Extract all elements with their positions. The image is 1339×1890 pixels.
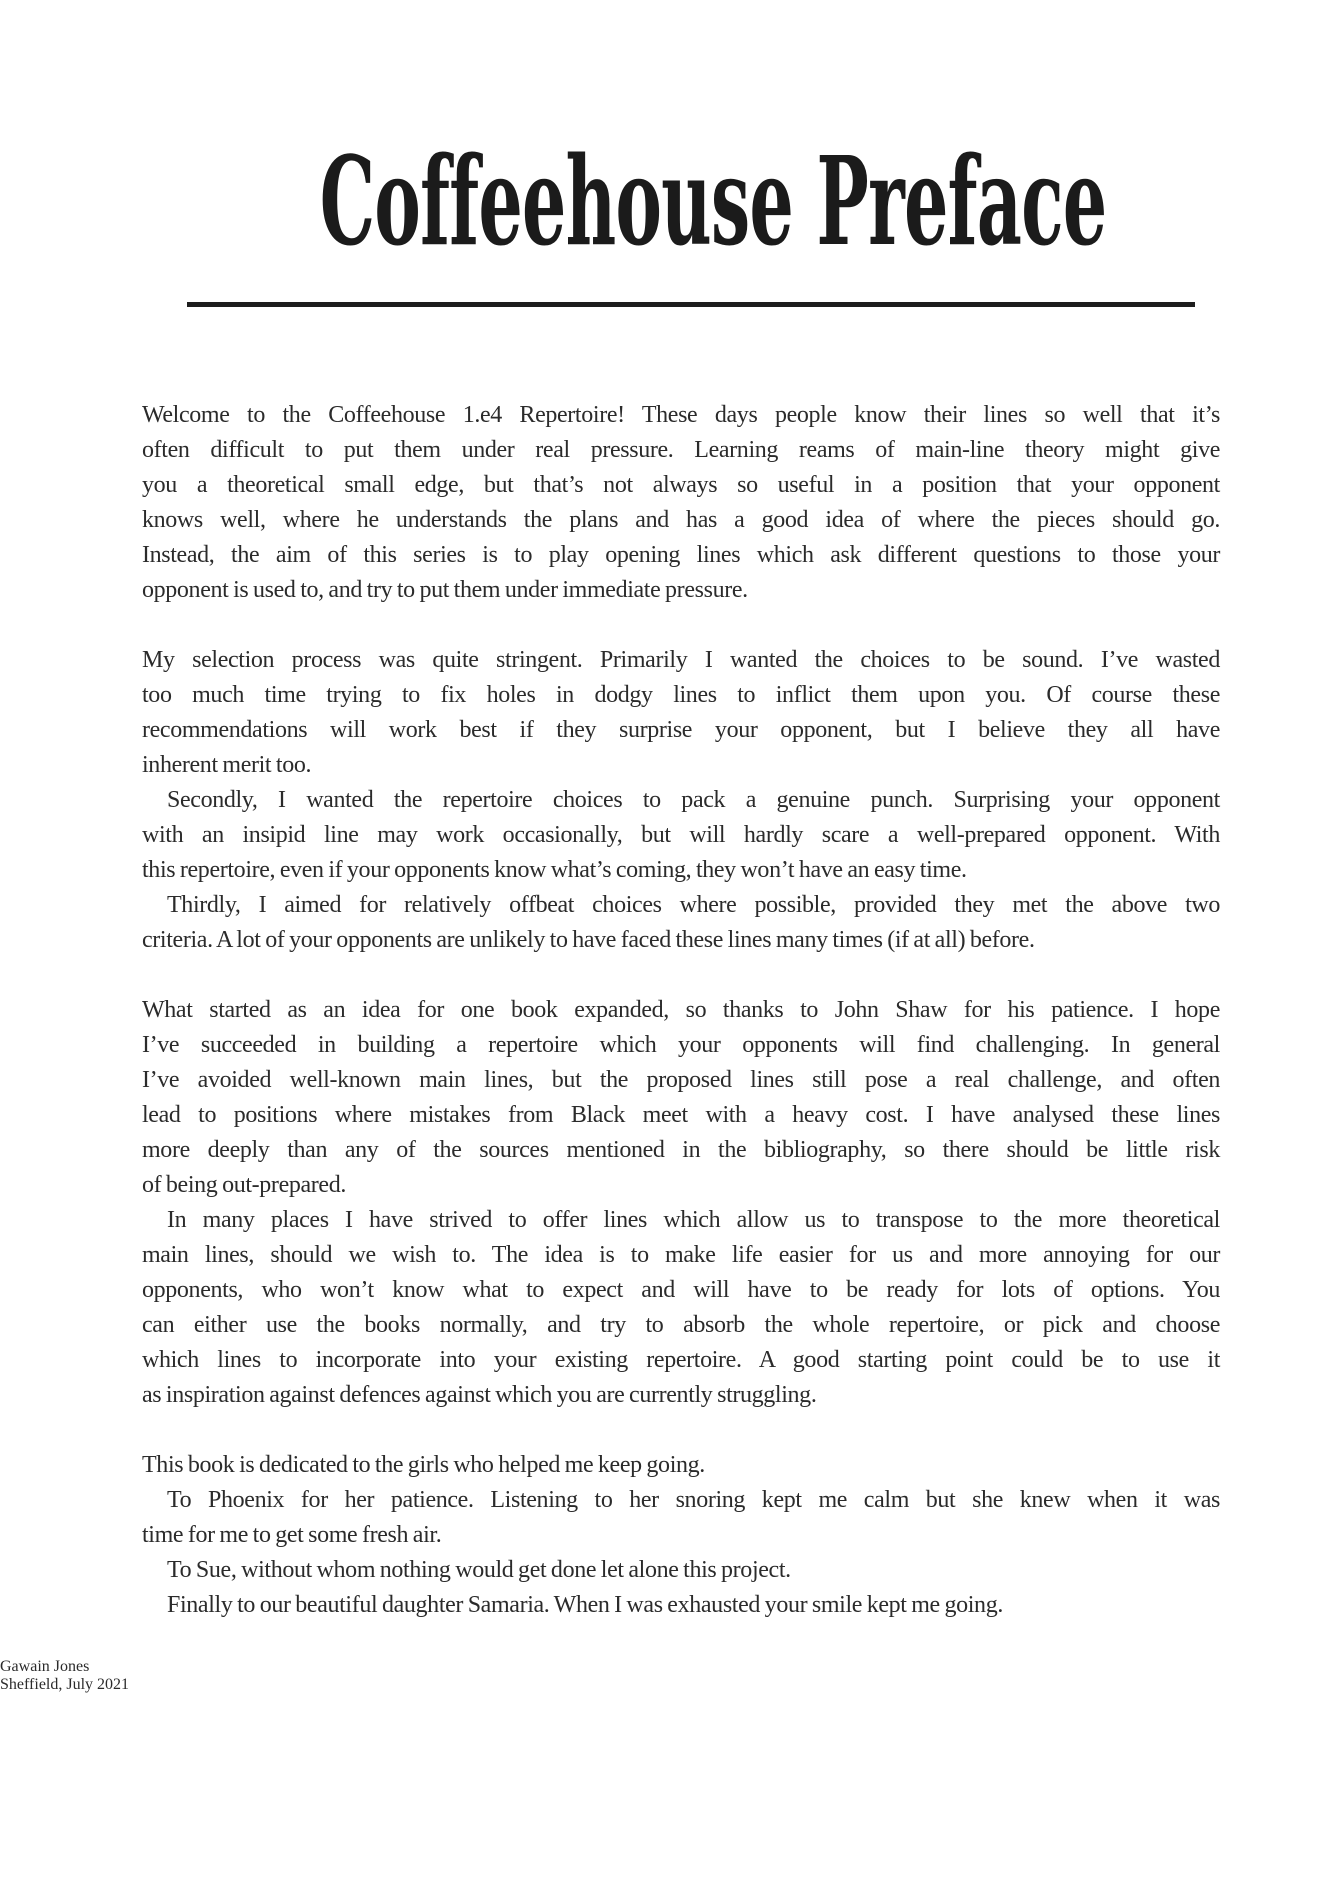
paragraph-dedication-intro xyxy=(142,1448,1220,1483)
text-line: inherent merit too. xyxy=(142,752,312,778)
author-name: Gawain Jones xyxy=(0,1658,90,1675)
text-line: often difficult to put them under real pressure. Learning reams of main-line theory might give xyxy=(142,437,1220,463)
text-line: To Phoenix for her patience. Listening to her snoring kept me calm but she knew when it was xyxy=(167,1487,1220,1513)
text-line: knows well, where he understands the plans and has a good idea of where the pieces should go. xyxy=(142,507,1220,533)
preface-body xyxy=(142,398,1220,1623)
paragraph-selection-offbeat xyxy=(142,888,1220,958)
text-line: recommendations will work best if they surprise your opponent, but I believe they all have xyxy=(142,717,1220,743)
text-line: main lines, should we wish to. The idea is to make life easier for us and more annoying for our xyxy=(142,1242,1220,1268)
paragraph-selection-punch xyxy=(142,783,1220,888)
text-line: Thirdly, I aimed for relatively offbeat choices where possible, provided they met the above two xyxy=(167,892,1220,918)
page-title xyxy=(0,129,1339,273)
paragraph-dedication-phoenix xyxy=(142,1483,1220,1553)
paragraph-thanks-and-scope xyxy=(142,993,1220,1203)
text-line: My selection process was quite stringent. Primarily I wanted the choices to be sound. I’ve wasted xyxy=(142,647,1220,673)
text-line: criteria. A lot of your opponents are unlikely to have faced these lines many times (if at all) before. xyxy=(142,927,1035,953)
paragraph-selection-sound xyxy=(142,643,1220,783)
text-line: Finally to our beautiful daughter Samaria. When I was exhausted your smile kept me going. xyxy=(167,1592,1003,1618)
signature-place-date: Sheffield, July 2021 xyxy=(0,1676,130,1693)
text-line: This book is dedicated to the girls who helped me keep going. xyxy=(142,1452,705,1478)
paragraph-dedication-sue xyxy=(142,1553,1220,1588)
text-line: more deeply than any of the sources mentioned in the bibliography, so there should be little risk xyxy=(142,1137,1220,1163)
text-line: I’ve avoided well-known main lines, but the proposed lines still pose a real challenge, and often xyxy=(142,1067,1220,1093)
text-line: What started as an idea for one book expanded, so thanks to John Shaw for his patience. I hope xyxy=(142,997,1220,1023)
text-line: with an insipid line may work occasionally, but will hardly scare a well-prepared opponent. With xyxy=(142,822,1220,848)
text-line: as inspiration against defences against which you are currently struggling. xyxy=(142,1382,817,1408)
text-line: this repertoire, even if your opponents know what’s coming, they won’t have an easy time. xyxy=(142,857,967,883)
paragraph-dedication-samaria xyxy=(142,1588,1220,1623)
text-line: lead to positions where mistakes from Black meet with a heavy cost. I have analysed these lines xyxy=(142,1102,1220,1128)
text-line: Secondly, I wanted the repertoire choices to pack a genuine punch. Surprising your opponent xyxy=(167,787,1220,813)
text-line: which lines to incorporate into your existing repertoire. A good starting point could be to use it xyxy=(142,1347,1220,1373)
text-line: To Sue, without whom nothing would get done let alone this project. xyxy=(167,1557,791,1583)
page-title-text: Coffeehouse Preface xyxy=(319,129,1107,273)
text-line: of being out-prepared. xyxy=(142,1172,346,1198)
title-divider-rule xyxy=(187,302,1195,307)
paragraph-transpositions xyxy=(142,1203,1220,1413)
text-line: too much time trying to fix holes in dodgy lines to inflict them upon you. Of course these xyxy=(142,682,1220,708)
text-line: time for me to get some fresh air. xyxy=(142,1522,442,1548)
text-line: can either use the books normally, and try to absorb the whole repertoire, or pick and choose xyxy=(142,1312,1220,1338)
text-line: In many places I have strived to offer lines which allow us to transpose to the more theoretical xyxy=(167,1207,1220,1233)
paragraph-intro xyxy=(142,398,1220,608)
signature-block xyxy=(0,1658,1339,1694)
text-line: opponents, who won’t know what to expect and will have to be ready for lots of options. You xyxy=(142,1277,1220,1303)
text-line: you a theoretical small edge, but that’s not always so useful in a position that your opponent xyxy=(142,472,1220,498)
text-line: opponent is used to, and try to put them under immediate pressure. xyxy=(142,577,748,603)
text-line: Instead, the aim of this series is to play opening lines which ask different questions to those your xyxy=(142,542,1220,568)
text-line: Welcome to the Coffeehouse 1.e4 Repertoire! These days people know their lines so well that it’s xyxy=(142,402,1220,428)
text-line: I’ve succeeded in building a repertoire which your opponents will find challenging. In general xyxy=(142,1032,1220,1058)
